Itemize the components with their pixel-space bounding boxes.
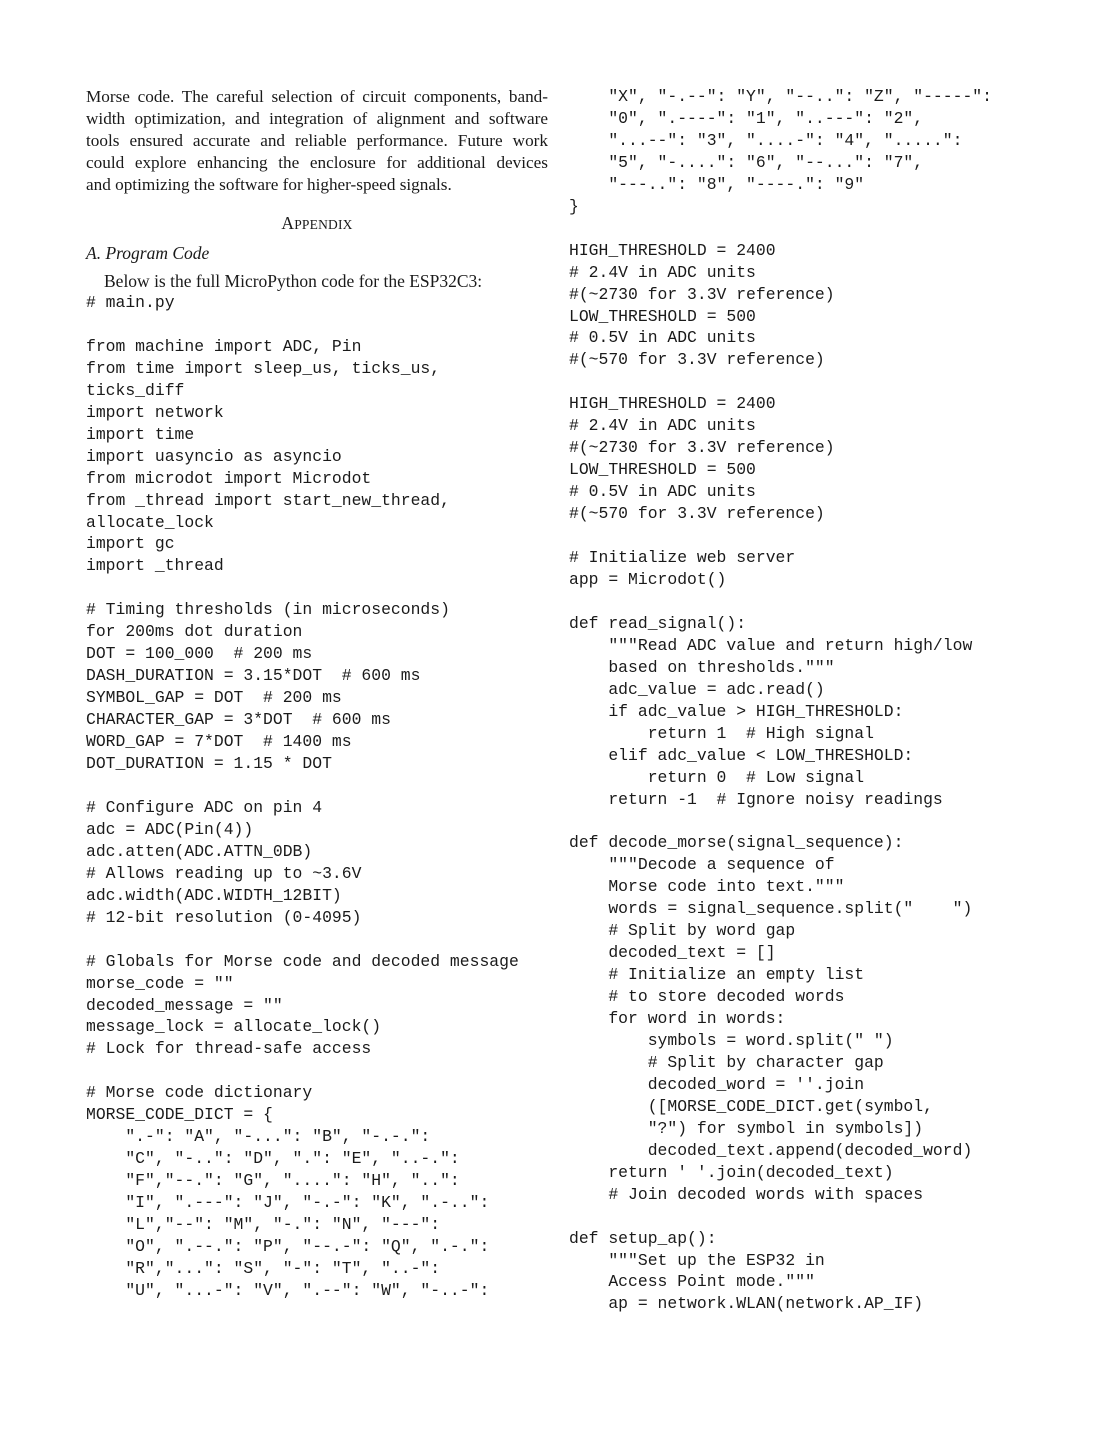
- paragraph-line: Morse code. The careful selection of circuit components, band-: [86, 87, 548, 106]
- code-intro-text: Below is the full MicroPython code for the ESP32C3:: [104, 271, 483, 291]
- conclusion-paragraph: [86, 86, 548, 196]
- appendix-heading-initial: A: [281, 213, 295, 233]
- subsection-heading: A. Program Code: [86, 243, 210, 263]
- paragraph-line: tools ensured accurate and reliable performance. Future work: [86, 131, 548, 150]
- appendix-heading: [86, 213, 548, 234]
- code-listing-left: # main.py from machine import ADC, Pin from time import sleep_us, ticks_us, ticks_diff import network import time import uasyncio as asyncio from microdot import Microdot from _thread import start_new_thread, allocate_lock import gc import _thread # Timing thresholds (in microseconds) for 200ms dot duration DOT = 100_000 # 200 ms DASH_DURATION = 3.15*DOT # 600 ms SYMBOL_GAP = DOT # 200 ms CHARACTER_GAP = 3*DOT # 600 ms WORD_GAP = 7*DOT # 1400 ms DOT_DURATION = 1.15 * DOT # Configure ADC on pin 4 adc = ADC(Pin(4)) adc.atten(ADC.ATTN_0DB) # Allows reading up to ~3.6V adc.width(ADC.WIDTH_12BIT) # 12-bit resolution (0-4095) # Globals for Morse code and decoded message morse_code = "" decoded_message = "" message_lock = allocate_lock() # Lock for thread-safe access # Morse code dictionary MORSE_CODE_DICT = { ".-": "A", "-...": "B", "-.-.": "C", "-..": "D", ".": "E", "..-.": "F","--.": "G", "....": "H", "..": "I", ".---": "J", "-.-": "K", ".-..": "L","--": "M", "-.": "N", "---": "O", ".--.": "P", "--.-": "Q", ".-.": "R","...": "S", "-": "T", "..-": "U", "...-": "V", ".--": "W", "-..-":: [86, 293, 519, 1300]
- code-listing-right: "X", "-.--": "Y", "--..": "Z", "-----": "0", ".----": "1", "..---": "2", "...--": "3", "....-": "4", ".....": "5", "-....": "6", "--...": "7", "---..": "8", "----.": "9" } HIGH_THRESHOLD = 2400 # 2.4V in ADC units #(~2730 for 3.3V reference) LOW_THRESHOLD = 500 # 0.5V in ADC units #(~570 for 3.3V reference) HIGH_THRESHOLD = 2400 # 2.4V in ADC units #(~2730 for 3.3V reference) LOW_THRESHOLD = 500 # 0.5V in ADC units #(~570 for 3.3V reference) # Initialize web server app = Microdot() def read_signal(): """Read ADC value and return high/low based on thresholds.""" adc_value = adc.read() if adc_value > HIGH_THRESHOLD: return 1 # High signal elif adc_value < LOW_THRESHOLD: return 0 # Low signal return -1 # Ignore noisy readings def decode_morse(signal_sequence): """Decode a sequence of Morse code into text.""" words = signal_sequence.split(" ") # Split by word gap decoded_text = [] # Initialize an empty list # to store decoded words for word in words: symbols = word.split(" ") # Split by character gap decoded_word = ''.join ([MORSE_CODE_DICT.get(symbol, "?") for symbol in symbols]) decoded_text.append(decoded_word) return ' '.join(decoded_text) # Join decoded words with spaces def setup_ap(): """Set up the ESP32 in Access Point mode.""" ap = network.WLAN(network.AP_IF): [569, 87, 992, 1314]
- left-column: [86, 86, 548, 1302]
- paragraph-line: width optimization, and integration of alignment and software: [86, 109, 548, 128]
- paragraph-line: could explore enhancing the enclosure for additional devices: [86, 153, 548, 172]
- right-column: [569, 86, 1069, 1315]
- appendix-heading-rest: PPENDIX: [294, 217, 353, 232]
- paragraph-line: and optimizing the software for higher-speed signals.: [86, 175, 452, 194]
